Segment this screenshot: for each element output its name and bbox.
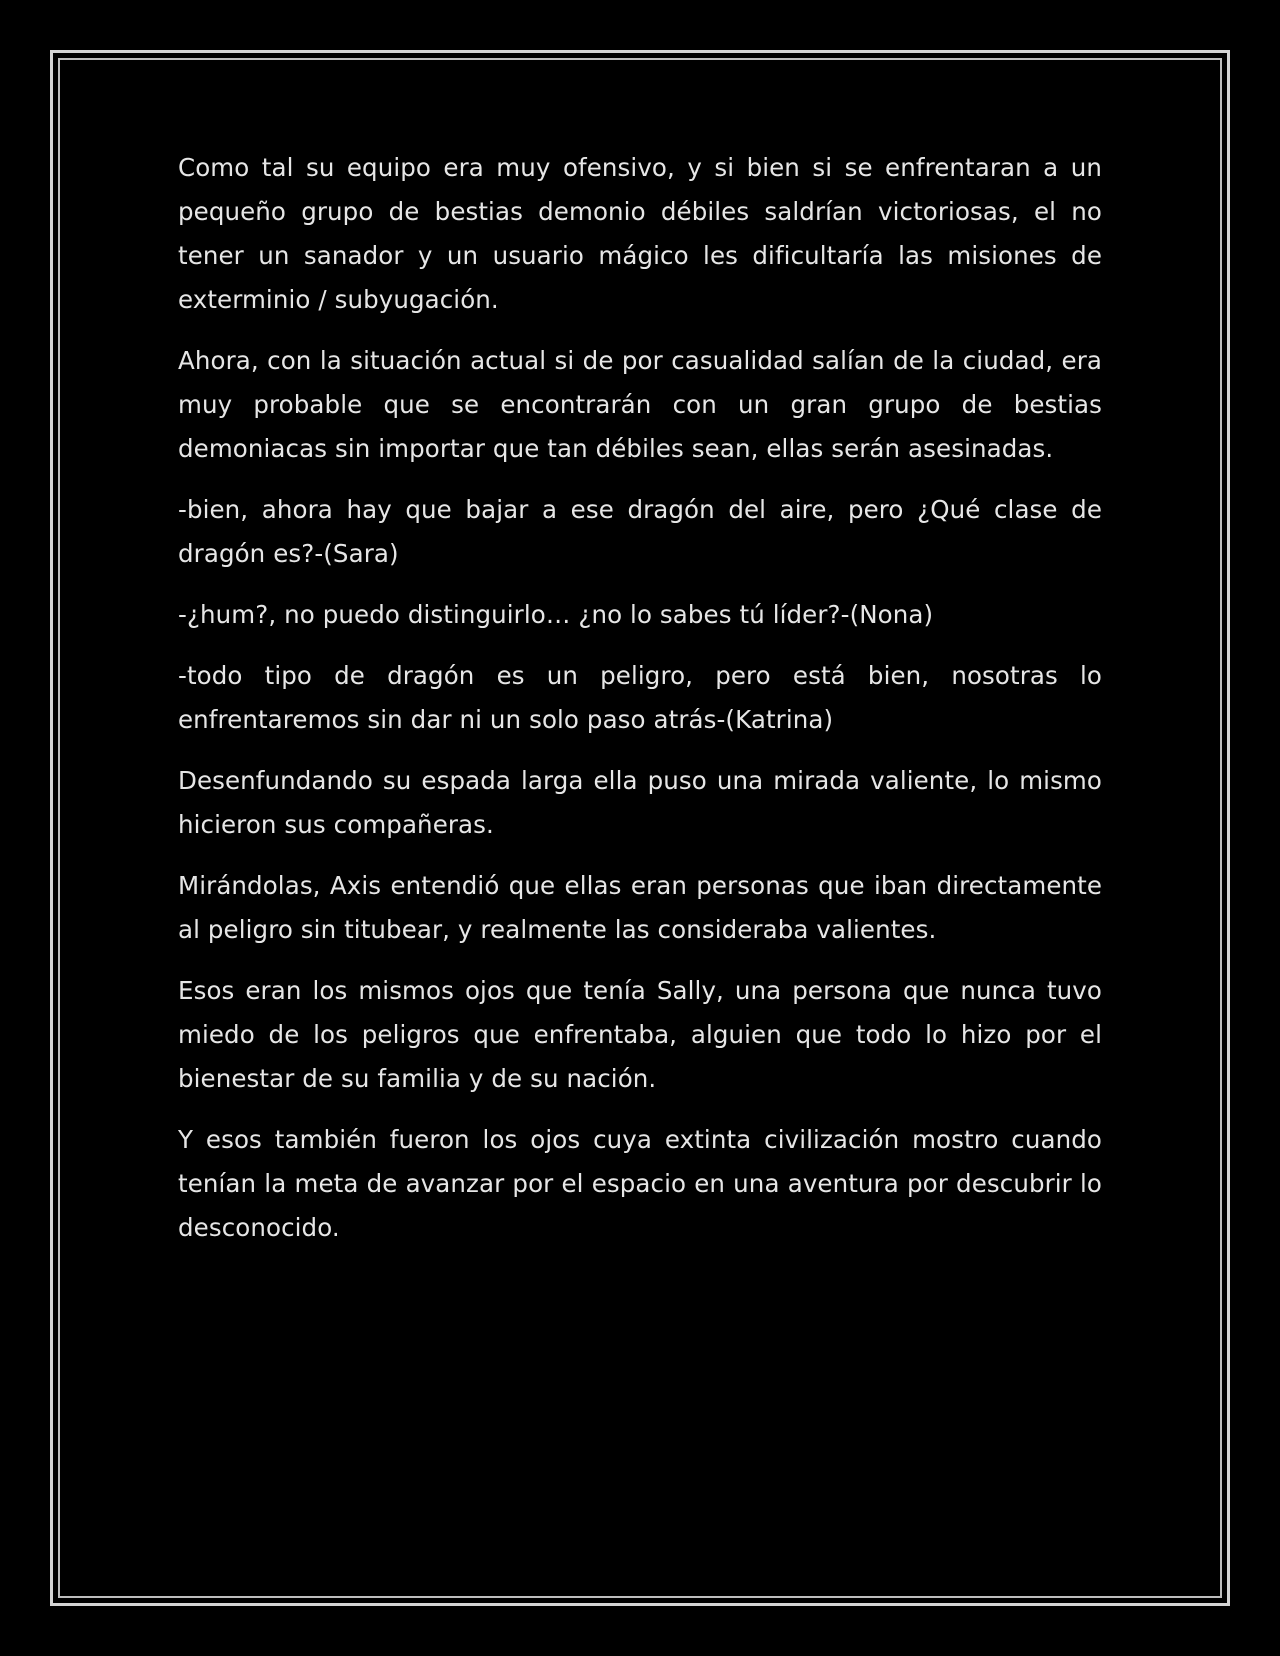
paragraph: Como tal su equipo era muy ofensivo, y si bien si se enfrentaran a un pequeño grupo de bestias demonio débiles saldrían victoriosas, el no tener un sanador y un usuario mágico les dificultaría las misiones de exterminio / subyugación.: [178, 153, 1102, 314]
paragraph: -todo tipo de dragón es un peligro, pero está bien, nosotras lo enfrentaremos sin dar ni un solo paso atrás-(Katrina): [178, 661, 1102, 734]
paragraph: Desenfundando su espada larga ella puso una mirada valiente, lo mismo hicieron sus compañeras.: [178, 766, 1102, 839]
paragraph: -bien, ahora hay que bajar a ese dragón del aire, pero ¿Qué clase de dragón es?-(Sara): [178, 495, 1102, 568]
paragraph: Ahora, con la situación actual si de por casualidad salían de la ciudad, era muy probable que se encontrarán con un gran grupo de bestias demoniacas sin importar que tan débiles sean, ellas serán asesinadas.: [178, 346, 1102, 463]
paragraph: Mirándolas, Axis entendió que ellas eran personas que iban directamente al peligro sin titubear, y realmente las consideraba valientes.: [178, 871, 1102, 944]
paragraph: Y esos también fueron los ojos cuya extinta civilización mostro cuando tenían la meta de avanzar por el espacio en una aventura por descubrir lo desconocido.: [178, 1125, 1102, 1242]
text-body: [178, 146, 1102, 1267]
paragraph: -¿hum?, no puedo distinguirlo… ¿no lo sabes tú líder?-(Nona): [178, 600, 934, 629]
paragraph: Esos eran los mismos ojos que tenía Sally, una persona que nunca tuvo miedo de los peligros que enfrentaba, alguien que todo lo hizo por el bienestar de su familia y de su nación.: [178, 976, 1102, 1093]
